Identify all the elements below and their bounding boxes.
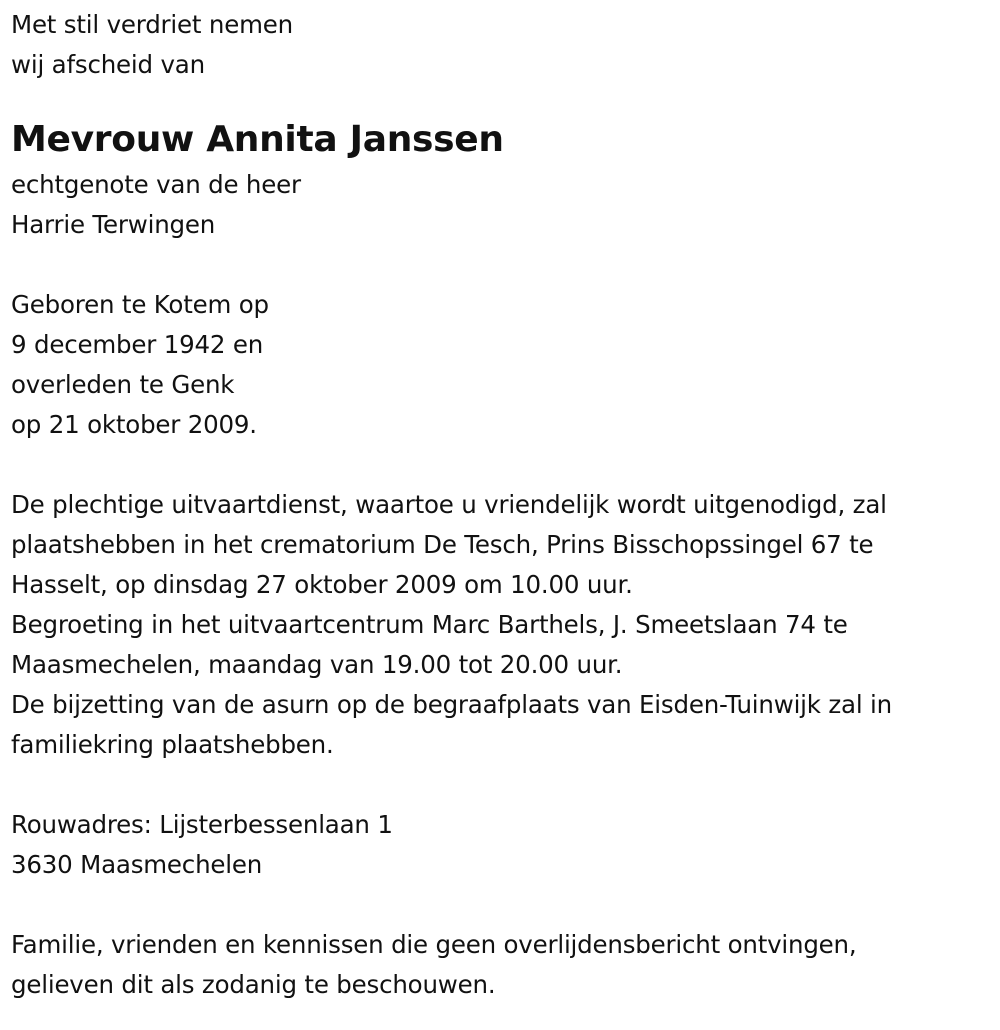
dates-block (11, 285, 991, 445)
intro-line: Met stil verdriet nemen (11, 10, 293, 39)
spacer (11, 765, 991, 805)
deceased-name: Mevrouw Annita Janssen (11, 119, 504, 160)
spacer (11, 85, 991, 113)
spacer (11, 245, 991, 285)
closing-line: Familie, vrienden en kennissen die geen overlijdensbericht ontvingen, (11, 930, 857, 959)
intro-block (11, 5, 991, 85)
closing-block (11, 925, 991, 1005)
service-block (11, 485, 991, 765)
service-line: Begroeting in het uitvaartcentrum Marc Barthels, J. Smeetslaan 74 te (11, 610, 848, 639)
service-line: De bijzetting van de asurn op de begraafplaats van Eisden-Tuinwijk zal in (11, 690, 892, 719)
relation-line: Harrie Terwingen (11, 210, 216, 239)
dates-line: 9 december 1942 en (11, 330, 264, 359)
service-line: Maasmechelen, maandag van 19.00 tot 20.00 uur. (11, 650, 623, 679)
service-line: familiekring plaatshebben. (11, 730, 334, 759)
deceased-block (11, 116, 991, 245)
address-line: Rouwadres: Lijsterbessenlaan 1 (11, 810, 393, 839)
closing-line: gelieven dit als zodanig te beschouwen. (11, 970, 496, 999)
dates-line: op 21 oktober 2009. (11, 410, 257, 439)
obituary-notice (11, 5, 991, 1005)
service-line: plaatshebben in het crematorium De Tesch, Prins Bisschopssingel 67 te (11, 530, 874, 559)
dates-line: Geboren te Kotem op (11, 290, 269, 319)
relation-line: echtgenote van de heer (11, 170, 301, 199)
dates-line: overleden te Genk (11, 370, 235, 399)
spacer (11, 885, 991, 925)
spacer (11, 445, 991, 485)
address-block (11, 805, 991, 885)
service-line: De plechtige uitvaartdienst, waartoe u vriendelijk wordt uitgenodigd, zal (11, 490, 887, 519)
address-line: 3630 Maasmechelen (11, 850, 263, 879)
intro-line: wij afscheid van (11, 50, 205, 79)
service-line: Hasselt, op dinsdag 27 oktober 2009 om 10.00 uur. (11, 570, 633, 599)
